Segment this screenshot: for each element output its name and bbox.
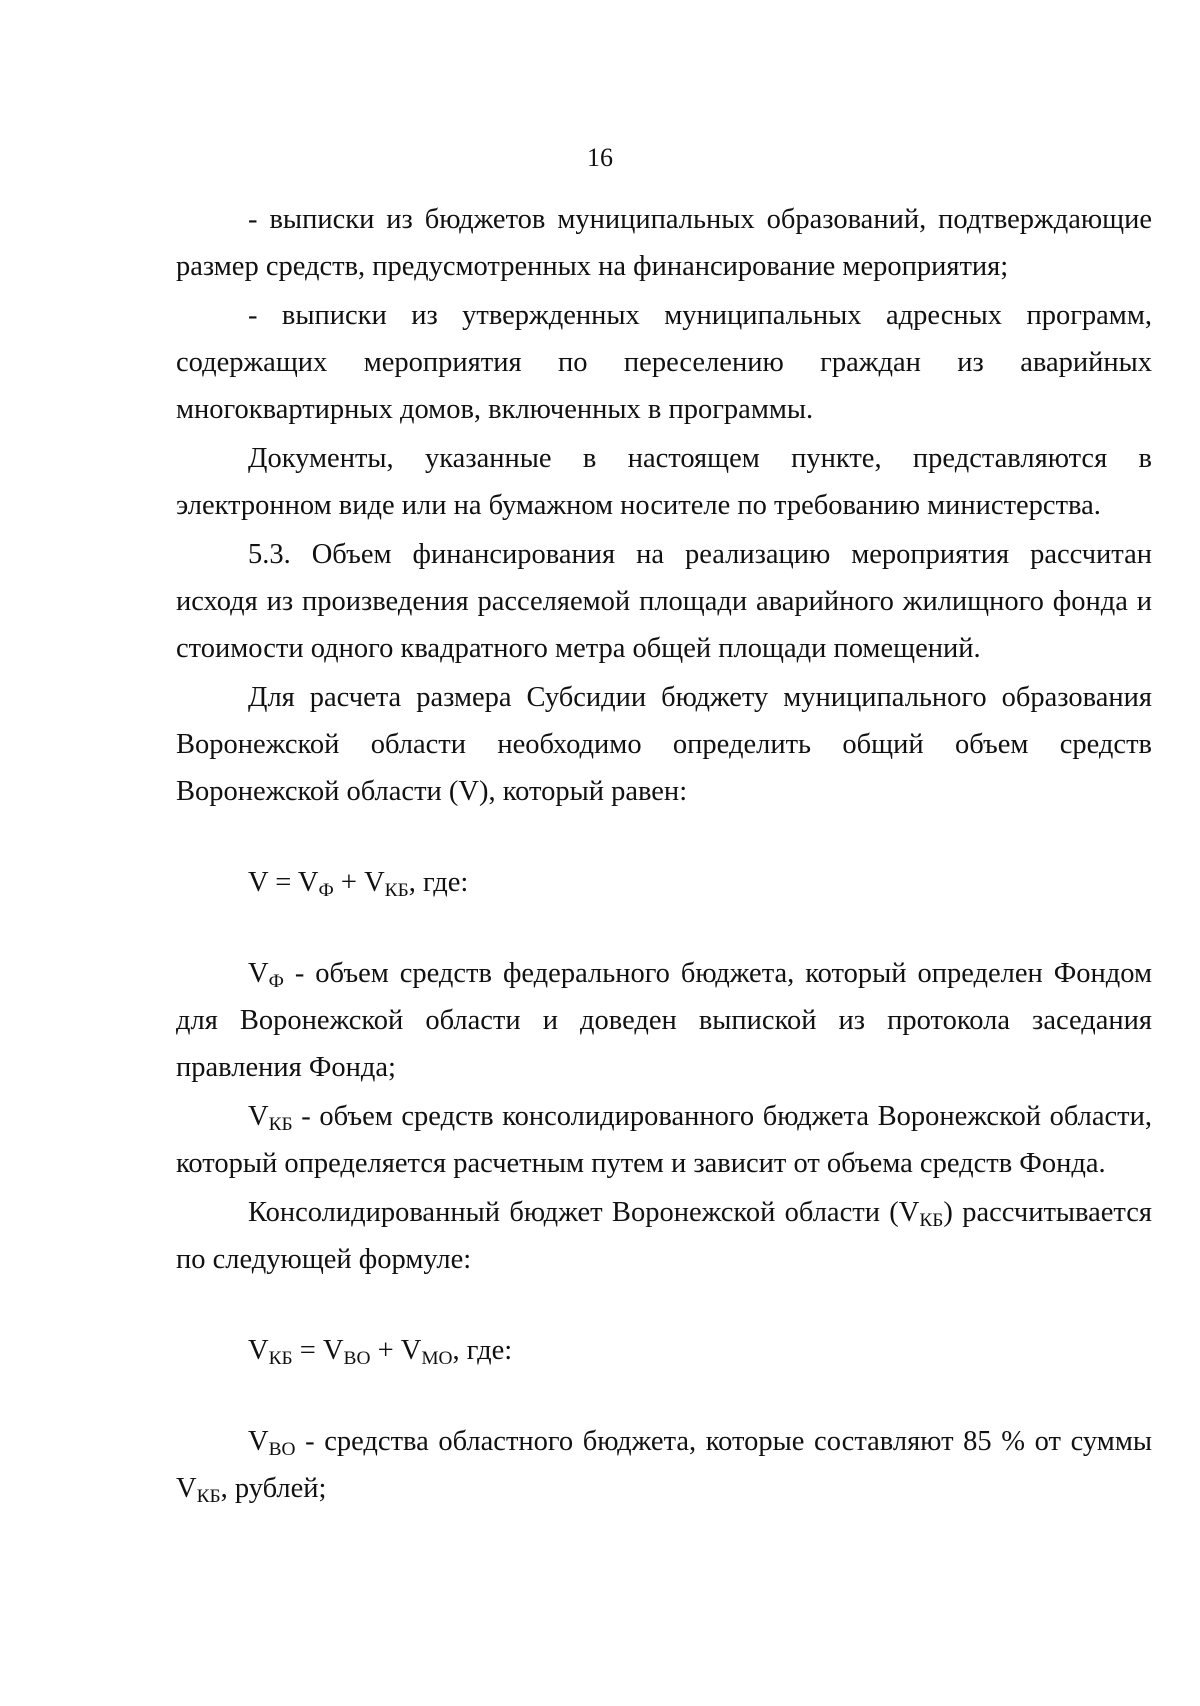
definition-consolidated-volume: $V_{КБ}$ - объем средств консолидированного бюджета Воронежской области, который определяется расчетным путем и зависит от объема средств Фонда. [176,1101,1152,1179]
formula-consolidated-budget: $V_{КБ} = V_{ВО} + V_{МО}$, где: [248,1335,513,1369]
formula-total-volume: $V = V_Ф + V_{КБ}$, где: [248,867,469,901]
definition-federal-volume: $V_Ф$ - объем средств федерального бюджета, который определен Фондом для Воронежской области и доведен выпиской из протокола заседания правления Фонда; [176,958,1152,1083]
definition-regional-budget: $V_{ВО}$ - средства областного бюджета, которые составляют 85 % от суммы $V_{КБ}$, рублей; [176,1426,1152,1507]
paragraph-subsidy-calculation: Для расчета размера Субсидии бюджету муниципального образования Воронежской области необходимо определить общий объем средств Воронежской области (V), который равен: [176,682,1152,807]
paragraph-5-3: 5.3. Объем финансирования на реализацию мероприятия рассчитан исходя из произведения расселяемой площади аварийного жилищного фонда и стоимости одного квадратного метра общей площади помещений. [176,539,1152,664]
paragraph-documents: Документы, указанные в настоящем пункте, представляются в электронном виде или на бумажном носителе по требованию министерства. [176,443,1152,521]
document-body [176,196,1152,1512]
page-number: 16 [587,143,613,172]
paragraph-consolidated-budget: Консолидированный бюджет Воронежской области $(V_{КБ})$ рассчитывается по следующей формуле: [176,1197,1152,1275]
paragraph-budget-extracts: - выписки из бюджетов муниципальных образований, подтверждающие размер средств, предусмотренных на финансирование мероприятия; [176,204,1152,282]
paragraph-program-extracts: - выписки из утвержденных муниципальных адресных программ, содержащих мероприятия по переселению граждан из аварийных многоквартирных домов, включенных в программы. [176,300,1152,425]
